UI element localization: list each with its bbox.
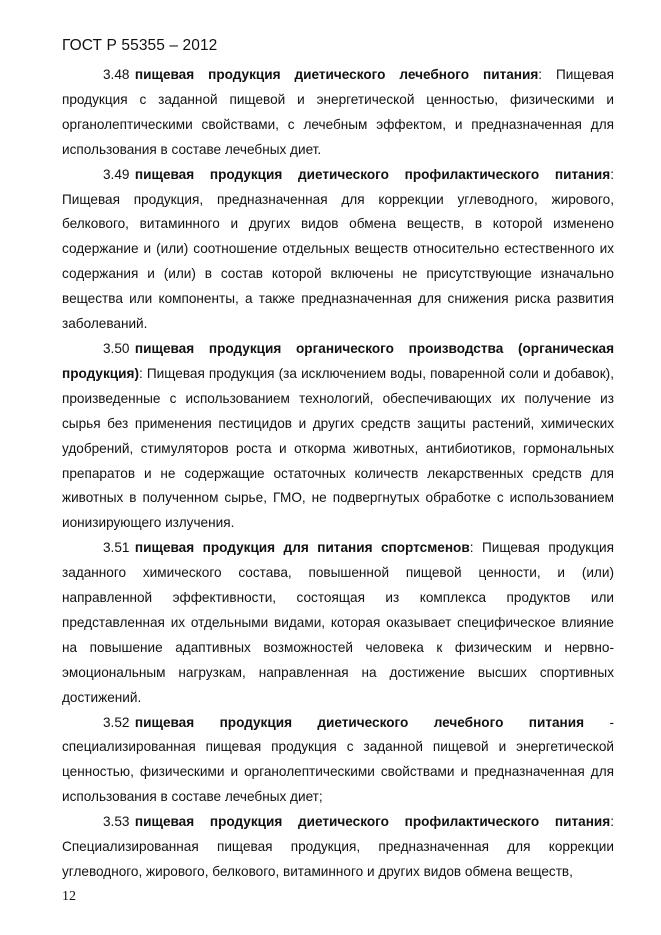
definition-3-53	[62, 810, 614, 885]
definition-text: Пищевая продукция (за исключением воды, поваренной соли и добавок), произведенные с использованием технологий, обеспечивающих их получение из сырья без применения пестицидов и других средств защиты растений, химических удобрений, стимуляторов роста и откорма животных, антибиотиков, гормональных препаратов и не содержащие остаточных количеств лекарственных средств для животных в полученном сырье, ГМО, не подвергнутых обработке с использованием ионизирующего излучения.	[62, 365, 614, 531]
clause-number: 3.51	[103, 540, 130, 556]
definition-3-50	[62, 337, 614, 536]
definition-text: Специализированная пищевая продукция, предназначенная для коррекции углеводного, жирового, белкового, витаминного и других видов обмена веществ,	[62, 839, 614, 879]
definition-text: Пищевая продукция, предназначенная для коррекции углеводного, жирового, белкового, витаминного и других видов обмена веществ, в которой изменено содержание и (или) соотношение отдельных веществ относительно естественного их содержания и (или) в состав которой включены не присутствующие изначально вещества или компоненты, а также предназначенная для снижения риска развития заболеваний.	[62, 191, 614, 332]
definition-3-48	[62, 63, 614, 163]
definition-text: Пищевая продукция с заданной пищевой и энергетической ценностью, физическими и органолептическими свойствами, с лечебным эффектом, и предназначенная для использования в составе лечебных диет.	[62, 67, 614, 157]
separator: :	[469, 540, 474, 556]
term: пищевая продукция органического производства (органическая продукция)	[62, 340, 614, 381]
separator: :	[538, 67, 543, 82]
separator: -	[584, 714, 614, 730]
document-header: ГОСТ Р 55355 – 2012	[62, 37, 218, 54]
definition-3-51	[62, 536, 614, 710]
definition-3-52	[62, 711, 614, 811]
definition-text: Пищевая продукция заданного химического состава, повышенной пищевой ценности, и (или) направленной эффективности, состоящая из комплекса продуктов или представленная их отдельными видами, которая оказывает специфическое влияние на повышение адаптивных возможностей человека к физическим и нервно-эмоциональным нагрузкам, направленная на достижение высших спортивных достижений.	[62, 540, 614, 705]
term: пищевая продукция диетического лечебного питания	[134, 67, 539, 82]
page-number: 12	[62, 889, 76, 904]
term: пищевая продукция диетического лечебного питания	[134, 714, 585, 730]
clause-number: 3.48	[103, 67, 130, 82]
document-body	[62, 63, 614, 885]
term: пищевая продукция диетического профилактического питания	[134, 814, 611, 830]
definition-3-49	[62, 163, 614, 337]
term: пищевая продукция диетического профилактического питания	[134, 166, 611, 182]
clause-number: 3.50	[103, 340, 130, 356]
term: пищевая продукция для питания спортсменов	[134, 540, 470, 556]
clause-number: 3.53	[103, 814, 130, 830]
clause-number: 3.52	[103, 714, 130, 730]
clause-number: 3.49	[103, 166, 130, 182]
separator: :	[610, 166, 614, 182]
separator: :	[138, 365, 143, 381]
definition-text: специализированная пищевая продукция с заданной пищевой и энергетической ценностью, физическими и органолептическими свойствами и предназначенная для использования в составе лечебных диет;	[62, 739, 614, 805]
separator: :	[610, 814, 614, 830]
